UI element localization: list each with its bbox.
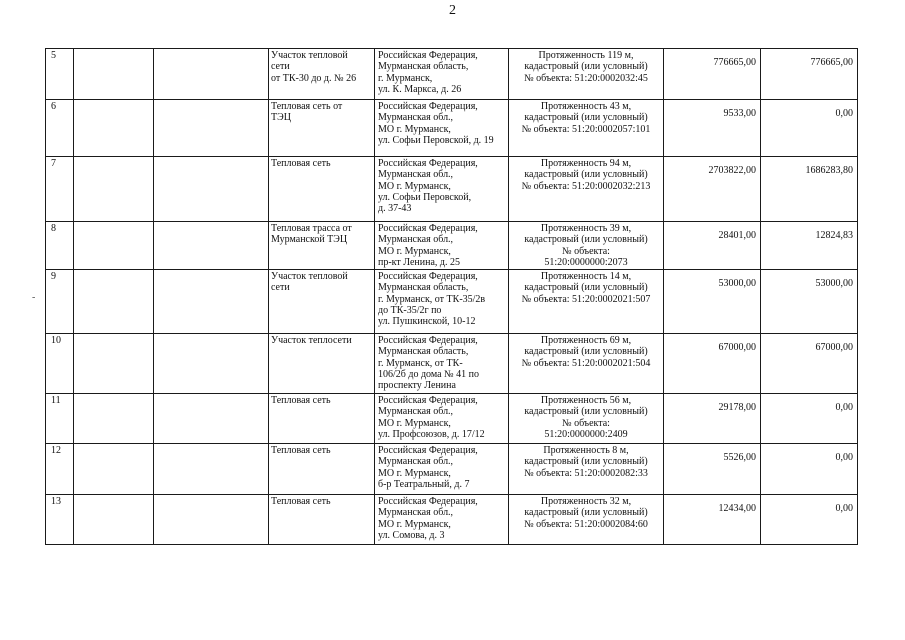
address-line: ул. Сомова, д. 3: [378, 529, 445, 541]
description-line: Протяженность 8 м,: [543, 445, 629, 456]
description-line: кадастровый (или условный): [524, 406, 648, 418]
name-line: Мурманской ТЭЦ: [271, 234, 348, 246]
object-name-cell: [269, 270, 375, 334]
empty-cell: [74, 444, 154, 495]
value-2-cell: 776665,00: [761, 49, 858, 100]
description-line: № объекта:: [562, 417, 610, 429]
value-2-cell: 53000,00: [761, 270, 858, 334]
empty-cell: [154, 222, 269, 270]
property-register-table: [45, 48, 858, 545]
empty-cell: [154, 270, 269, 334]
table-row: [46, 100, 858, 157]
row-number-cell: 10: [46, 334, 74, 394]
name-line: Тепловая сеть: [271, 496, 331, 507]
address-line: МО г. Мурманск,: [378, 518, 451, 530]
description-line: кадастровый (или условный): [524, 346, 648, 358]
row-number-cell: 6: [46, 100, 74, 157]
address-line: Российская Федерация,: [378, 335, 478, 346]
description-line: кадастровый (или условный): [524, 61, 648, 73]
address-line: МО г. Мурманск,: [378, 180, 451, 192]
address-line: МО г. Мурманск,: [378, 123, 451, 135]
description-cell: [509, 100, 664, 157]
name-line: от ТК-30 до д. № 26: [271, 72, 357, 84]
description-cell: [509, 394, 664, 444]
description-line: Протяженность 14 м,: [540, 271, 632, 282]
value-2-cell: 0,00: [761, 100, 858, 157]
description-line: № объекта: 51:20:0002021:507: [521, 293, 651, 305]
empty-cell: [154, 495, 269, 545]
table-row: [46, 444, 858, 495]
value-1-cell: 67000,00: [664, 334, 761, 394]
value-2-cell: 0,00: [761, 394, 858, 444]
address-line: Мурманская обл.,: [378, 234, 454, 246]
empty-cell: [74, 157, 154, 222]
address-line: Мурманская обл.,: [378, 456, 454, 468]
name-line: Тепловая сеть: [271, 395, 331, 406]
value-1-cell: 2703822,00: [664, 157, 761, 222]
description-cell: [509, 270, 664, 334]
address-line: до ТК-35/2г по: [378, 304, 442, 316]
description-line: кадастровый (или условный): [524, 112, 648, 124]
empty-cell: [154, 157, 269, 222]
description-line: Протяженность 69 м,: [540, 335, 632, 346]
table-body: [46, 49, 858, 545]
address-cell: [375, 222, 509, 270]
address-line: Мурманская область,: [378, 61, 469, 73]
address-line: Мурманская область,: [378, 282, 469, 294]
object-name-cell: [269, 444, 375, 495]
name-line: Участок теплосети: [271, 335, 352, 346]
description-line: кадастровый (или условный): [524, 456, 648, 468]
empty-cell: [74, 222, 154, 270]
name-line: Тепловая сеть: [271, 158, 331, 169]
value-1-cell: 28401,00: [664, 222, 761, 270]
address-line: проспекту Ленина: [378, 380, 456, 392]
table-row: [46, 270, 858, 334]
description-line: № объекта: 51:20:0002082:33: [524, 467, 648, 479]
name-line: Тепловая сеть: [271, 445, 331, 456]
row-number-cell: 5: [46, 49, 74, 100]
address-line: ул. Софьи Перовской,: [378, 191, 472, 203]
address-line: Российская Федерация,: [378, 223, 478, 234]
address-line: Российская Федерация,: [378, 496, 478, 507]
value-2-cell: 0,00: [761, 444, 858, 495]
name-line: Участок тепловой: [271, 271, 348, 282]
row-number-cell: 9: [46, 270, 74, 334]
empty-cell: [74, 495, 154, 545]
description-line: кадастровый (или условный): [524, 169, 648, 181]
address-line: г. Мурманск, от ТК-35/2в: [378, 293, 486, 305]
description-cell: [509, 157, 664, 222]
object-name-cell: [269, 157, 375, 222]
empty-cell: [74, 394, 154, 444]
description-cell: [509, 334, 664, 394]
name-line: Тепловая сеть от: [271, 101, 343, 112]
description-line: № объекта: 51:20:0002032:45: [524, 72, 648, 84]
description-line: № объекта:: [562, 245, 610, 257]
row-number-cell: 13: [46, 495, 74, 545]
description-line: № объекта: 51:20:0002084:60: [524, 518, 648, 530]
object-name-cell: [269, 394, 375, 444]
page-number: 2: [449, 3, 456, 18]
address-line: МО г. Мурманск,: [378, 417, 451, 429]
row-number-cell: 8: [46, 222, 74, 270]
value-2-cell: 1686283,80: [761, 157, 858, 222]
address-cell: [375, 394, 509, 444]
address-line: Мурманская обл.,: [378, 169, 454, 181]
name-line: Тепловая трасса от: [271, 223, 352, 234]
scan-mark: -: [32, 292, 36, 303]
description-line: Протяженность 43 м,: [540, 101, 632, 112]
address-cell: [375, 444, 509, 495]
description-cell: [509, 222, 664, 270]
description-line: Протяженность 32 м,: [540, 496, 632, 507]
value-1-cell: 53000,00: [664, 270, 761, 334]
table-row: [46, 394, 858, 444]
address-cell: [375, 495, 509, 545]
description-line: 51:20:0000000:2409: [544, 428, 628, 440]
description-cell: [509, 49, 664, 100]
address-cell: [375, 100, 509, 157]
object-name-cell: [269, 100, 375, 157]
table-row: [46, 334, 858, 394]
value-2-cell: 12824,83: [761, 222, 858, 270]
description-line: кадастровый (или условный): [524, 282, 648, 294]
description-line: № объекта: 51:20:0002057:101: [521, 123, 651, 135]
address-line: ул. Профсоюзов, д. 17/12: [378, 428, 485, 440]
address-line: пр-кт Ленина, д. 25: [378, 256, 461, 268]
description-cell: [509, 444, 664, 495]
description-line: Протяженность 56 м,: [540, 395, 632, 406]
description-line: кадастровый (или условный): [524, 234, 648, 246]
address-line: ул. К. Маркса, д. 26: [378, 83, 462, 95]
empty-cell: [154, 444, 269, 495]
name-line: Участок тепловой: [271, 50, 348, 61]
address-line: Российская Федерация,: [378, 395, 478, 406]
object-name-cell: [269, 222, 375, 270]
table-row: [46, 157, 858, 222]
row-number-cell: 12: [46, 444, 74, 495]
address-line: г. Мурманск, от ТК-: [378, 357, 463, 369]
address-line: Российская Федерация,: [378, 50, 478, 61]
address-line: ул. Софьи Перовской, д. 19: [378, 134, 494, 146]
address-line: г. Мурманск,: [378, 72, 433, 84]
address-cell: [375, 157, 509, 222]
address-line: Российская Федерация,: [378, 158, 478, 169]
address-line: Мурманская обл.,: [378, 112, 454, 124]
row-number-cell: 11: [46, 394, 74, 444]
name-line: сети: [271, 61, 290, 73]
address-cell: [375, 49, 509, 100]
address-line: б-р Театральный, д. 7: [378, 478, 470, 490]
value-1-cell: 776665,00: [664, 49, 761, 100]
address-cell: [375, 270, 509, 334]
value-2-cell: 67000,00: [761, 334, 858, 394]
description-line: кадастровый (или условный): [524, 507, 648, 519]
address-line: МО г. Мурманск,: [378, 467, 451, 479]
empty-cell: [154, 394, 269, 444]
row-number-cell: 7: [46, 157, 74, 222]
address-line: 106/2б до дома № 41 по: [378, 368, 479, 380]
description-line: Протяженность 119 м,: [538, 50, 634, 61]
description-line: № объекта: 51:20:0002032:213: [521, 180, 651, 192]
address-line: Российская Федерация,: [378, 445, 478, 456]
value-1-cell: 9533,00: [664, 100, 761, 157]
address-line: ул. Пушкинской, 10-12: [378, 316, 476, 328]
empty-cell: [74, 334, 154, 394]
address-line: д. 37-43: [378, 203, 412, 215]
empty-cell: [74, 100, 154, 157]
address-line: Мурманская область,: [378, 346, 469, 358]
address-line: МО г. Мурманск,: [378, 245, 451, 257]
table-row: [46, 495, 858, 545]
address-line: Мурманская обл.,: [378, 507, 454, 519]
address-cell: [375, 334, 509, 394]
description-line: № объекта: 51:20:0002021:504: [521, 357, 651, 369]
address-line: Российская Федерация,: [378, 271, 478, 282]
value-1-cell: 5526,00: [664, 444, 761, 495]
value-2-cell: 0,00: [761, 495, 858, 545]
object-name-cell: [269, 495, 375, 545]
empty-cell: [154, 49, 269, 100]
empty-cell: [154, 334, 269, 394]
empty-cell: [74, 270, 154, 334]
table-row: [46, 49, 858, 100]
description-line: 51:20:0000000:2073: [544, 256, 628, 268]
description-line: Протяженность 39 м,: [540, 223, 632, 234]
value-1-cell: 12434,00: [664, 495, 761, 545]
object-name-cell: [269, 334, 375, 394]
value-1-cell: 29178,00: [664, 394, 761, 444]
description-cell: [509, 495, 664, 545]
address-line: Российская Федерация,: [378, 101, 478, 112]
description-line: Протяженность 94 м,: [540, 158, 632, 169]
empty-cell: [74, 49, 154, 100]
empty-cell: [154, 100, 269, 157]
object-name-cell: [269, 49, 375, 100]
name-line: сети: [271, 282, 290, 294]
address-line: Мурманская обл.,: [378, 406, 454, 418]
table-row: [46, 222, 858, 270]
name-line: ТЭЦ: [271, 112, 291, 124]
